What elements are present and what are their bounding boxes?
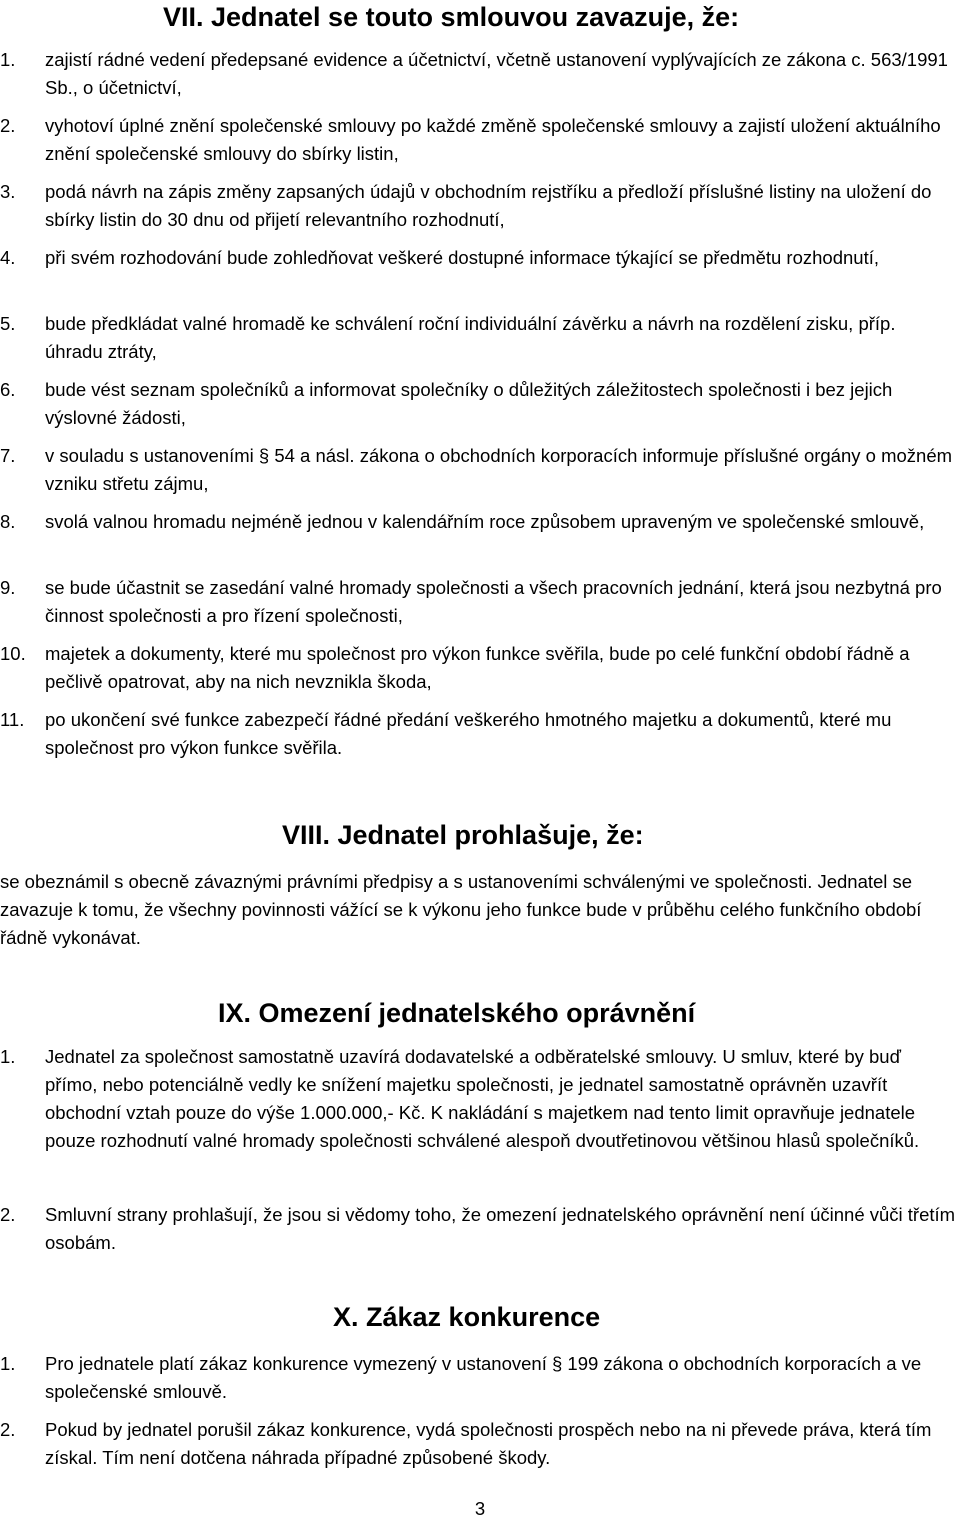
item-text: zajistí rádné vedení předepsané evidence a účetnictví, včetně ustanovení vyplývajících ze zákona c. 563/1991 Sb., o účetnictví,	[45, 49, 948, 98]
item-number: 2.	[0, 1419, 16, 1440]
list-item	[0, 574, 958, 640]
item-number: 10.	[0, 643, 26, 664]
list-item	[0, 442, 958, 508]
item-number: 2.	[0, 1204, 16, 1225]
item-text: se bude účastnit se zasedání valné hromady společnosti a všech pracovních jednání, která jsou nezbytná pro činnost společnosti a pro řízení společnosti,	[45, 577, 942, 626]
list-item	[0, 46, 958, 112]
item-text: vyhotoví úplné znění společenské smlouvy po každé změně společenské smlouvy a zajistí uložení aktuálního znění společenské smlouvy do sbírky listin,	[45, 115, 941, 164]
list-item	[0, 1416, 958, 1482]
item-number: 7.	[0, 445, 16, 466]
item-number: 6.	[0, 379, 16, 400]
item-text: bude předkládat valné hromadě ke schválení roční individuální závěrku a návrh na rozdělení zisku, příp. úhradu ztráty,	[45, 313, 896, 362]
item-number: 1.	[0, 1353, 16, 1374]
list-item	[0, 640, 958, 706]
item-number: 5.	[0, 313, 16, 334]
section-heading-ix: IX. Omezení jednatelského oprávnění	[218, 998, 696, 1028]
item-text: majetek a dokumenty, které mu společnost pro výkon funkce svěřila, bude po celé funkční období řádně a pečlivě opatrovat, aby na nich nevznikla škoda,	[45, 643, 910, 692]
item-number: 9.	[0, 577, 16, 598]
item-number: 11.	[0, 709, 25, 730]
section-heading-vii: VII. Jednatel se touto smlouvou zavazuje, že:	[163, 2, 740, 32]
item-text: podá návrh na zápis změny zapsaných údajů v obchodním rejstříku a předloží příslušné listiny na uložení do sbírky listin do 30 dnu od přijetí relevantního rozhodnutí,	[45, 181, 932, 230]
item-number: 1.	[0, 1046, 16, 1067]
item-text: v souladu s ustanoveními § 54 a násl. zákona o obchodních korporacích informuje příslušné orgány o možném vzniku střetu zájmu,	[45, 445, 953, 494]
section-heading-x: X. Zákaz konkurence	[333, 1302, 601, 1332]
list-item	[0, 1043, 958, 1201]
item-text: Jednatel za společnost samostatně uzavírá dodavatelské a odběratelské smlouvy. U smluv, které by buď přímo, nebo potenciálně vedly ke snížení majetku společnosti, je jednatel samostatně oprávněn uzavřít obchodní vztah pouze do výše 1.000.000,- Kč. K nakládání s majetkem nad tento limit opravňuje jednatele pouze rozhodnutí valné hromady společnosti schválené alespoň dvoutřetinovou většinou hlasů společníků.	[45, 1046, 920, 1151]
section-vii-list	[0, 46, 958, 772]
section-viii-paragraph: se obeznámil s obecně závaznými právními předpisy a s ustanoveními schválenými ve společnosti. Jednatel se zavazuje k tomu, že všechny povinnosti vážící se k výkonu jeho funkce bude v průběhu celého funkčního období řádně vykonávat.	[0, 871, 922, 948]
section-x-list	[0, 1350, 958, 1482]
item-text: při svém rozhodování bude zohledňovat veškeré dostupné informace týkající se předmětu rozhodnutí,	[45, 247, 879, 268]
list-item	[0, 508, 958, 574]
item-number: 4.	[0, 247, 16, 268]
section-ix-list	[0, 1043, 958, 1267]
item-number: 3.	[0, 181, 16, 202]
list-item	[0, 244, 958, 310]
item-number: 2.	[0, 115, 16, 136]
list-item	[0, 1201, 958, 1267]
list-item	[0, 112, 958, 178]
list-item	[0, 310, 958, 376]
item-text: po ukončení své funkce zabezpečí řádné předání veškerého hmotného majetku a dokumentů, které mu společnost pro výkon funkce svěřila.	[45, 709, 892, 758]
item-text: Smluvní strany prohlašují, že jsou si vědomy toho, že omezení jednatelského oprávnění není účinné vůči třetím osobám.	[45, 1204, 956, 1253]
list-item	[0, 1350, 958, 1416]
list-item	[0, 376, 958, 442]
item-text: Pro jednatele platí zákaz konkurence vymezený v ustanovení § 199 zákona o obchodních korporacích a ve společenské smlouvě.	[45, 1353, 922, 1402]
list-item	[0, 706, 958, 772]
list-item	[0, 178, 958, 244]
item-text: bude vést seznam společníků a informovat společníky o důležitých záležitostech společnosti i bez jejich výslovné žádosti,	[45, 379, 893, 428]
section-heading-viii: VIII. Jednatel prohlašuje, že:	[282, 820, 644, 850]
item-text: svolá valnou hromadu nejméně jednou v kalendářním roce způsobem upraveným ve společenské smlouvě,	[45, 511, 925, 532]
page-number: 3	[474, 1498, 486, 1519]
item-text: Pokud by jednatel porušil zákaz konkurence, vydá společnosti prospěch nebo na ni převede práva, která tím získal. Tím není dotčena náhrada případné způsobené škody.	[45, 1419, 932, 1468]
item-number: 1.	[0, 49, 16, 70]
item-number: 8.	[0, 511, 16, 532]
